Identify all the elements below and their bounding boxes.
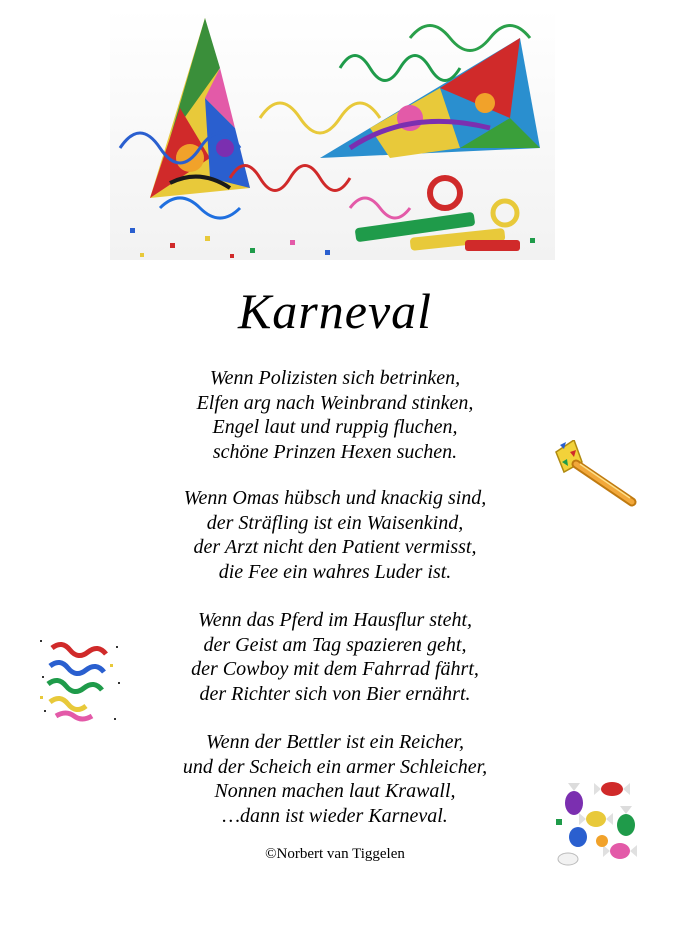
poem-line: Engel laut und ruppig fluchen,: [212, 416, 458, 438]
confetti-streamer-image: [38, 636, 124, 726]
poem-line: Nonnen machen laut Krawall,: [214, 780, 456, 802]
poem-line: Wenn Omas hübsch und knackig sind,: [183, 487, 487, 509]
poem-line: der Geist am Tag spazieren geht,: [203, 633, 467, 656]
poem-line: …dann ist wieder Karneval.: [222, 804, 448, 827]
poem-line: und der Scheich ein armer Schleicher,: [182, 755, 488, 778]
copyright-notice: ©Norbert van Tiggelen: [265, 846, 405, 862]
poem-line: Wenn Polizisten sich betrinken,: [209, 367, 461, 389]
poem-line: der Arzt nicht den Patient vermisst,: [193, 536, 477, 558]
poem-line: der Sträfling ist ein Waisenkind,: [206, 511, 464, 534]
party-horn-image: [552, 440, 642, 515]
poem-line: Wenn das Pferd im Hausflur steht,: [197, 609, 473, 631]
party-hats-banner-image: [110, 8, 555, 260]
poem-line: Elfen arg nach Weinbrand stinken,: [196, 391, 474, 414]
poem-line: der Richter sich von Bier ernährt.: [199, 682, 471, 705]
wrapped-candies-image: [550, 775, 650, 870]
poem-title: Karneval: [237, 283, 433, 339]
poem-line: der Cowboy mit dem Fahrrad fährt,: [191, 658, 479, 680]
poem-line: Wenn der Bettler ist ein Reicher,: [205, 731, 465, 753]
poem-line: schöne Prinzen Hexen suchen.: [212, 440, 458, 463]
poem-line: die Fee ein wahres Luder ist.: [218, 560, 452, 583]
